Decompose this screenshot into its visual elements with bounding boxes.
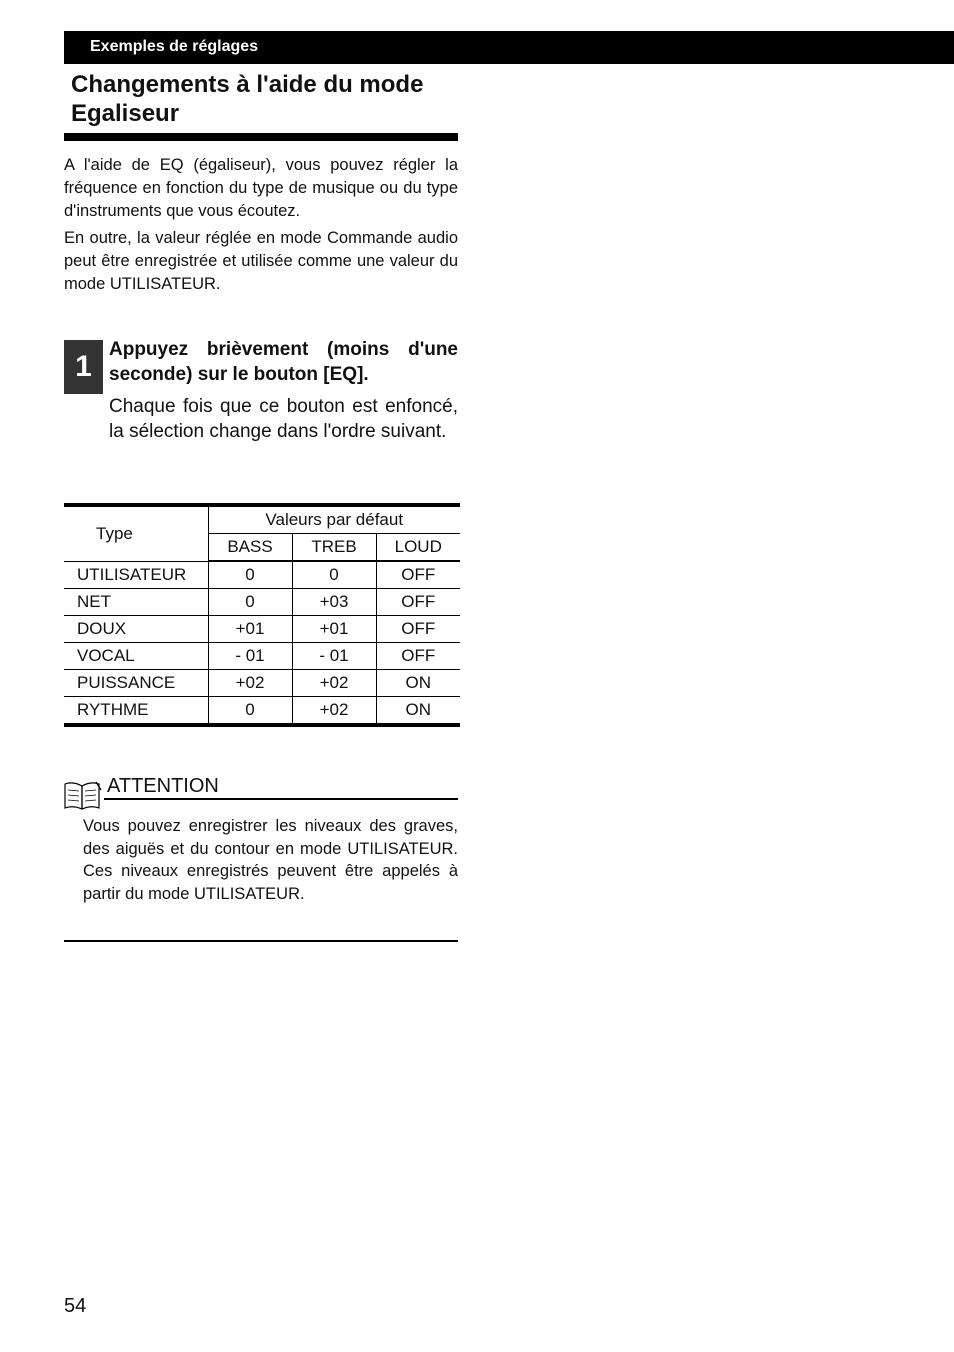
type-cell: NET xyxy=(64,589,208,616)
header-label: Exemples de réglages xyxy=(90,38,259,55)
table-row xyxy=(64,589,460,616)
bass-cell: +02 xyxy=(208,670,292,697)
bass-cell: 0 xyxy=(208,697,292,726)
step-body: Chaque fois que ce bouton est enfoncé, la sélection change dans l'ordre suivant. xyxy=(109,396,458,442)
loud-cell: ON xyxy=(376,697,460,726)
treb-cell: 0 xyxy=(292,561,376,589)
section-title: Changements à l'aide du mode Egaliseur xyxy=(71,71,424,127)
loud-cell: OFF xyxy=(376,616,460,643)
type-cell: RYTHME xyxy=(64,697,208,726)
bass-cell: +01 xyxy=(208,616,292,643)
open-book-icon xyxy=(63,780,103,812)
type-column-header: Type xyxy=(64,505,208,561)
table-row xyxy=(64,561,460,589)
step-heading: Appuyez brièvement (moins d'une seconde) sur le bouton [EQ]. xyxy=(109,339,458,385)
table-row xyxy=(64,697,460,726)
bass-cell: 0 xyxy=(208,589,292,616)
intro-text xyxy=(64,154,458,300)
title-rule xyxy=(64,133,458,141)
intro-paragraph: En outre, la valeur réglée en mode Commande audio peut être enregistrée et utilisée comme une valeur du mode UTILISATEUR. xyxy=(64,229,458,293)
intro-paragraph: A l'aide de EQ (égaliseur), vous pouvez régler la fréquence en fonction du type de musique ou du type d'instruments que vous écoutez. xyxy=(64,156,458,220)
treb-cell: +02 xyxy=(292,670,376,697)
header-bar xyxy=(64,31,954,64)
treb-cell: +01 xyxy=(292,616,376,643)
attention-label: ATTENTION xyxy=(107,775,219,797)
type-cell: UTILISATEUR xyxy=(64,561,208,589)
loud-cell: OFF xyxy=(376,561,460,589)
treb-cell: - 01 xyxy=(292,643,376,670)
attention-text: Vous pouvez enregistrer les niveaux des graves, des aiguës et du contour en mode UTILISATEUR. Ces niveaux enregistrés peuvent être appelés à partir du mode UTILISATEUR. xyxy=(83,817,458,903)
table-row xyxy=(64,643,460,670)
bass-cell: 0 xyxy=(208,561,292,589)
type-cell: DOUX xyxy=(64,616,208,643)
attention-rule xyxy=(104,798,458,800)
step-number-badge: 1 xyxy=(64,340,103,394)
attention-bottom-rule xyxy=(64,940,458,942)
type-cell: PUISSANCE xyxy=(64,670,208,697)
loud-cell: ON xyxy=(376,670,460,697)
treb-cell: +03 xyxy=(292,589,376,616)
eq-defaults-table xyxy=(64,503,460,727)
bass-column-header: BASS xyxy=(208,534,292,562)
bass-cell: - 01 xyxy=(208,643,292,670)
loud-cell: OFF xyxy=(376,589,460,616)
type-cell: VOCAL xyxy=(64,643,208,670)
treb-cell: +02 xyxy=(292,697,376,726)
table-row xyxy=(64,616,460,643)
treb-column-header: TREB xyxy=(292,534,376,562)
table-row xyxy=(64,670,460,697)
page-number: 54 xyxy=(64,1295,87,1317)
loud-cell: OFF xyxy=(376,643,460,670)
default-values-header: Valeurs par défaut xyxy=(208,505,460,534)
loud-column-header: LOUD xyxy=(376,534,460,562)
